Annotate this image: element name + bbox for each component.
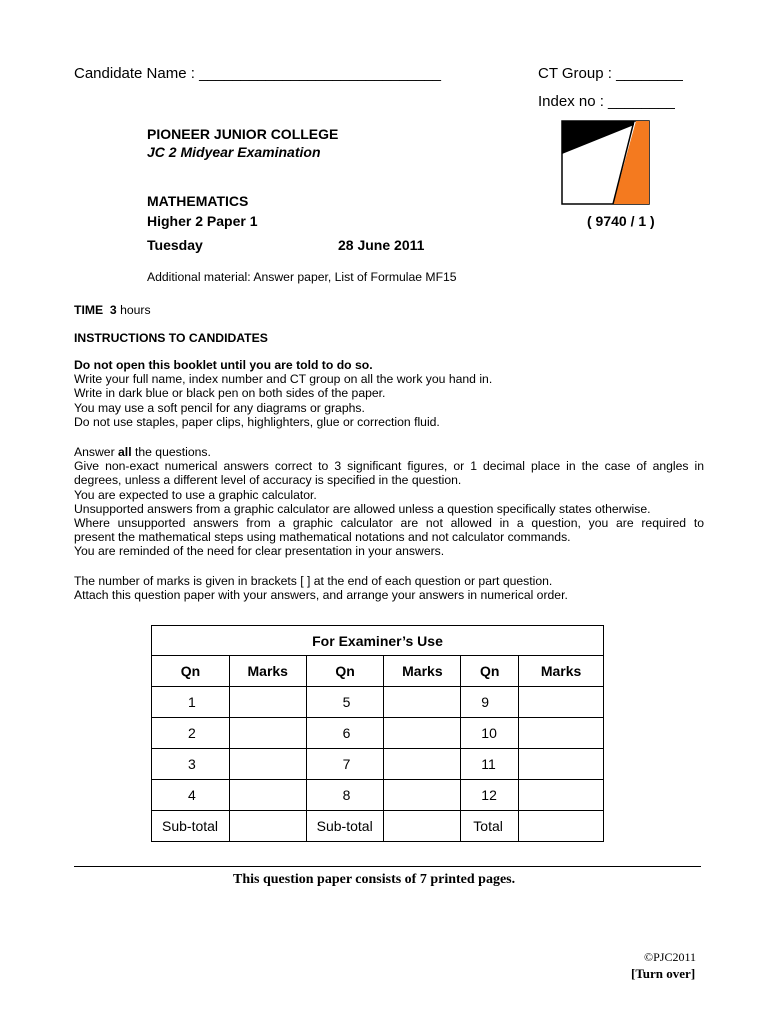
instruction-line: You are reminded of the need for clear presentation in your answers.: [74, 544, 445, 559]
qn-cell: 9: [461, 687, 519, 718]
table-row: [152, 811, 604, 842]
instructions-block-3: [74, 574, 704, 602]
marks-cell: [519, 687, 604, 718]
col-header: Qn: [306, 656, 384, 687]
qn-cell: 2: [152, 718, 230, 749]
marks-cell: [384, 718, 461, 749]
col-header: Qn: [461, 656, 519, 687]
qn-cell: 4: [152, 780, 230, 811]
marks-cell: [229, 718, 306, 749]
instruction-line: Unsupported answers from a graphic calculator are allowed unless a question specifically states otherwise.: [74, 501, 651, 516]
marks-cell: [384, 780, 461, 811]
index-no-field: Index no : ________: [538, 93, 675, 110]
instruction-line: Where unsupported answers from a graphic calculator are not allowed in a question, you are required to: [74, 516, 704, 531]
table-row: [152, 718, 604, 749]
answer-pre: Answer: [74, 445, 119, 459]
logo-black-wedge: [562, 121, 634, 154]
marks-cell: [229, 811, 306, 842]
instruction-line: The number of marks is given in brackets [ ] at the end of each question or part question.: [74, 574, 553, 588]
exam-date: 28 June 2011: [338, 237, 425, 253]
marks-cell: [384, 749, 461, 780]
answer-bold: all: [118, 445, 132, 459]
instruction-first: Do not open this booklet until you are told to do so.: [74, 358, 373, 372]
table-row: [152, 687, 604, 718]
qn-cell: 11: [461, 749, 519, 780]
col-header: Qn: [152, 656, 230, 687]
instructions-block-1: [74, 358, 704, 429]
qn-cell: 8: [306, 780, 384, 811]
time-label: TIME: [74, 303, 104, 317]
instruction-line: Write your full name, index number and CT group on all the work you hand in.: [74, 372, 493, 387]
instruction-line: Do not use staples, paper clips, highlighters, glue or correction fluid.: [74, 414, 440, 429]
marks-cell: [519, 718, 604, 749]
qn-cell: 3: [152, 749, 230, 780]
qn-cell: 10: [461, 718, 519, 749]
table-title-row: [152, 626, 604, 656]
col-header: Marks: [229, 656, 306, 687]
instruction-line: Write in dark blue or black pen on both sides of the paper.: [74, 386, 386, 401]
col-header: Marks: [519, 656, 604, 687]
pages-note: This question paper consists of 7 printed pages.: [233, 872, 516, 887]
instructions-heading: INSTRUCTIONS TO CANDIDATES: [74, 331, 268, 345]
college-name: PIONEER JUNIOR COLLEGE: [147, 126, 339, 142]
paper-title: Higher 2 Paper 1: [147, 213, 258, 229]
instruction-line: present the mathematical steps using mathematical notations and not calculator commands.: [74, 530, 571, 545]
candidate-name-field: Candidate Name : _____________________________: [74, 65, 441, 82]
additional-material: Additional material: Answer paper, List of Formulae MF15: [147, 270, 457, 284]
marks-cell: [519, 749, 604, 780]
exam-title: JC 2 Midyear Examination: [147, 144, 321, 160]
instruction-line: degrees, unless a different level of accuracy is specified in the question.: [74, 473, 462, 488]
marks-cell: [384, 811, 461, 842]
examiner-table-title: For Examiner’s Use: [152, 626, 604, 656]
qn-cell: 5: [306, 687, 384, 718]
time-line: [74, 303, 151, 317]
qn-cell: Total: [461, 811, 519, 842]
marks-cell: [229, 749, 306, 780]
answer-post: the questions.: [131, 445, 211, 459]
copyright: ©PJC2011: [644, 950, 697, 964]
qn-cell: Sub-total: [152, 811, 230, 842]
turn-over: [Turn over]: [631, 966, 696, 981]
col-header: Marks: [384, 656, 461, 687]
examiner-table: [151, 625, 604, 842]
paper-code: ( 9740 / 1 ): [587, 213, 655, 229]
time-unit: hours: [120, 303, 151, 317]
marks-cell: [519, 780, 604, 811]
qn-cell: 12: [461, 780, 519, 811]
table-row: [152, 749, 604, 780]
qn-cell: 7: [306, 749, 384, 780]
qn-cell: 6: [306, 718, 384, 749]
instruction-line: Give non-exact numerical answers correct to 3 significant figures, or 1 decimal place in the case of angles in: [74, 459, 704, 474]
marks-cell: [519, 811, 604, 842]
qn-cell: 1: [152, 687, 230, 718]
time-value: 3: [109, 303, 117, 317]
table-header-row: [152, 656, 604, 687]
instructions-block-2: [74, 445, 704, 559]
marks-cell: [384, 687, 461, 718]
table-row: [152, 780, 604, 811]
footer-rule: [74, 866, 701, 867]
subject-title: MATHEMATICS: [147, 193, 249, 209]
instruction-line: You may use a soft pencil for any diagrams or graphs.: [74, 400, 365, 415]
instruction-line: You are expected to use a graphic calculator.: [74, 487, 317, 502]
answer-all-line: [74, 445, 704, 459]
exam-day: Tuesday: [147, 237, 203, 253]
marks-cell: [229, 687, 306, 718]
college-logo: [561, 120, 651, 206]
qn-cell: Sub-total: [306, 811, 384, 842]
ct-group-field: CT Group : ________: [538, 65, 683, 82]
instruction-line: Attach this question paper with your answers, and arrange your answers in numerical order.: [74, 588, 568, 603]
marks-cell: [229, 780, 306, 811]
